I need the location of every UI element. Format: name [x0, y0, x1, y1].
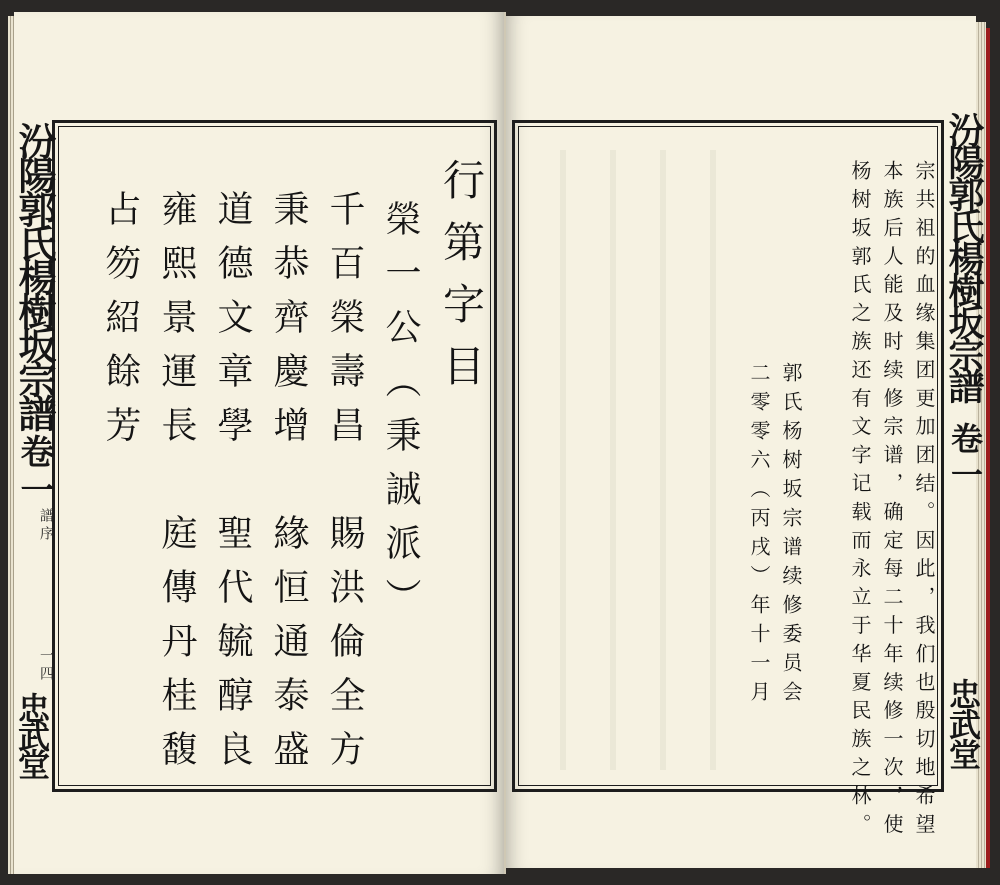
generation-column-6: 占笏紹餘芳 [100, 190, 141, 460]
preface-column-3: 杨树坂郭氏之族还有文字记载而永立于华夏民族之林。 [848, 160, 872, 842]
right-margin-title: 汾陽郭氏楊樹坂宗譜 [943, 112, 985, 400]
book-edge-red [986, 28, 990, 868]
preface-column-1: 宗共祖的血缘集团更加团结。因此，我们也殷切地希望 [912, 160, 936, 842]
generation-column-4: 道德文章學 聖代毓醇良 [212, 190, 253, 784]
preface-signature-committee: 郭氏杨树坂宗谱续修委员会 [779, 362, 803, 710]
generation-column-5: 雍熙景運長 庭傳丹桂馥 [156, 190, 197, 784]
show-through-text [710, 150, 716, 770]
left-page-number: 一四 [38, 648, 54, 684]
preface-column-2: 本族后人能及时续修宗谱，确定每二十年续修一次，使 [880, 160, 904, 842]
generation-column-1: 榮一公（秉誠派） [380, 200, 421, 632]
left-volume-label: 卷一 [14, 434, 54, 510]
preface-signature-date: 二零零六（丙戌）年十一月 [747, 362, 771, 710]
generation-column-3: 秉恭齊慶增 緣恒通泰盛 [268, 190, 309, 784]
generation-column-2: 千百榮壽昌 賜洪倫全方 [324, 190, 365, 784]
section-heading: 行第字目 [437, 158, 486, 406]
right-hall-name: 忠武堂 [944, 678, 982, 768]
left-hall-name: 忠武堂 [13, 692, 51, 776]
show-through-text [610, 150, 616, 770]
left-section-label: 譜序 [38, 508, 54, 544]
left-margin-title: 汾陽郭氏楊樹坂宗譜 [12, 122, 57, 428]
right-volume-label: 卷一 [946, 422, 984, 494]
show-through-text [560, 150, 566, 770]
show-through-text [660, 150, 666, 770]
